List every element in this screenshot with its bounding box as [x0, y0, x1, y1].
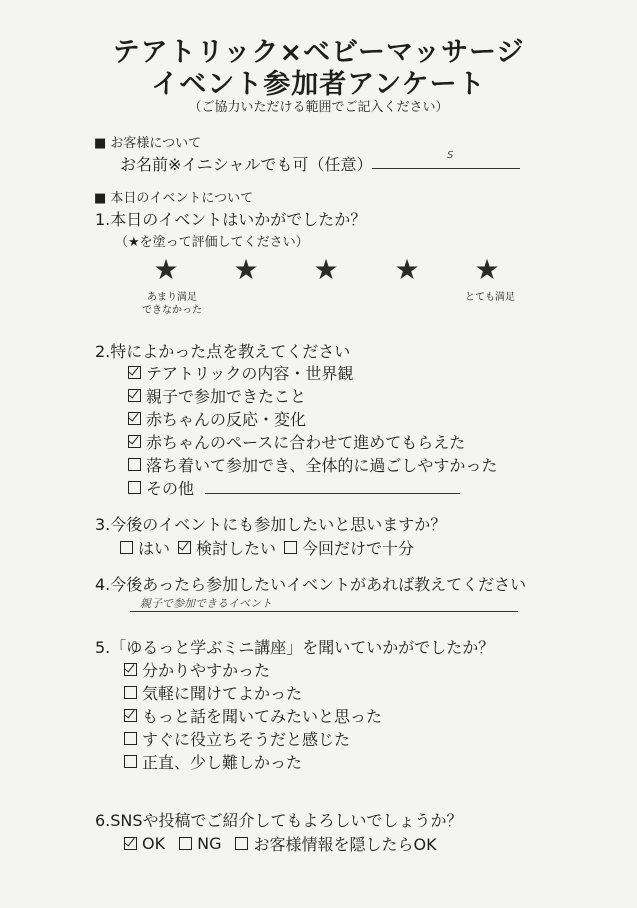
event-heading: ■ 本日のイベントについて	[94, 191, 254, 206]
checkbox[interactable]	[128, 389, 141, 402]
q5-option-3[interactable]	[124, 704, 382, 727]
q2-option-3-label: 赤ちゃんの反応・変化	[146, 410, 307, 429]
checkbox[interactable]	[124, 663, 137, 676]
q5-option-2-label: 気軽に聞けてよかった	[142, 684, 303, 703]
q2-option-4-label: 赤ちゃんのペースに合わせて進めてもらえた	[146, 433, 466, 452]
rating-star-5-icon[interactable]: ★	[474, 253, 500, 286]
q6-options	[124, 832, 445, 855]
q2-option-2[interactable]	[128, 384, 306, 407]
q6-option-2[interactable]	[179, 834, 221, 853]
q2-option-4[interactable]	[128, 430, 465, 453]
checkbox[interactable]	[179, 837, 192, 850]
question-3: 3.今後のイベントにも参加したいと思いますか？	[95, 515, 447, 534]
q3-option-2-label: 検討したい	[196, 539, 277, 558]
q2-option-5[interactable]	[128, 453, 497, 476]
q3-option-1-label: はい	[138, 539, 171, 558]
checkbox[interactable]	[120, 541, 133, 554]
q2-option-1[interactable]	[128, 361, 353, 384]
checkbox[interactable]	[124, 837, 137, 850]
rating-star-4-icon[interactable]: ★	[394, 253, 420, 286]
q5-option-2[interactable]	[124, 681, 302, 704]
title-line-1: テアトリック×ベビーマッサージ	[112, 37, 525, 68]
q3-option-1[interactable]	[120, 536, 170, 559]
q6-option-3-label: お客様情報を隠したらOK	[253, 835, 437, 854]
subtitle: （ご協力いただける範囲でご記入ください）	[188, 100, 449, 115]
q5-option-4[interactable]	[124, 727, 350, 750]
q3-options	[120, 536, 422, 559]
q3-option-2[interactable]	[178, 536, 276, 559]
q5-option-3-label: もっと話を聞いてみたいと思った	[142, 707, 383, 726]
q5-option-5-label: 正直、少し難しかった	[142, 753, 303, 772]
q2-option-1-label: テアトリックの内容・世界観	[146, 364, 354, 383]
q2-option-6-label: その他	[146, 479, 195, 498]
checkbox[interactable]	[178, 541, 191, 554]
q5-option-1-label: 分かりやすかった	[142, 661, 271, 680]
q4-underline	[130, 611, 518, 612]
checkbox[interactable]	[128, 412, 141, 425]
q2-option-3[interactable]	[128, 407, 306, 430]
checkbox[interactable]	[124, 755, 137, 768]
q5-option-1[interactable]	[124, 658, 270, 681]
rating-low-label-line-2: できなかった	[142, 305, 202, 316]
rating-star-2-icon[interactable]: ★	[233, 253, 259, 286]
rating-star-3-icon[interactable]: ★	[313, 253, 339, 286]
question-2: 2.特によかった点を教えてください	[95, 342, 351, 361]
customer-heading: ■ お客様について	[94, 136, 202, 151]
question-4: 4.今後あったら参加したいイベントがあれば教えてください	[95, 575, 527, 594]
q5-option-5[interactable]	[124, 750, 302, 773]
q2-other-underline	[205, 493, 460, 494]
checkbox[interactable]	[284, 541, 297, 554]
checkbox[interactable]	[235, 837, 248, 850]
q6-option-1[interactable]	[124, 834, 165, 853]
q2-option-6[interactable]	[128, 476, 194, 499]
q3-option-3[interactable]	[284, 536, 414, 559]
question-5: 5.「ゆるっと学ぶミニ講座」を聞いていかがでしたか？	[95, 638, 495, 657]
title-line-2: イベント参加者アンケート	[151, 69, 486, 100]
question-6: 6.SNSや投稿でご紹介してもよろしいでしょうか？	[95, 811, 463, 830]
rating-low-label	[140, 291, 204, 317]
checkbox[interactable]	[128, 458, 141, 471]
q6-option-3[interactable]	[235, 832, 436, 855]
checkbox[interactable]	[124, 686, 137, 699]
checkbox[interactable]	[128, 435, 141, 448]
q2-option-5-label: 落ち着いて参加でき、全体的に過ごしやすかった	[146, 456, 498, 475]
q5-option-4-label: すぐに役立ちそうだと感じた	[142, 730, 351, 749]
checkbox[interactable]	[124, 732, 137, 745]
question-1-note: （★を塗って評価してください）	[115, 235, 309, 250]
checkbox[interactable]	[128, 366, 141, 379]
q4-answer[interactable]: 親子で参加できるイベント	[140, 597, 272, 610]
name-label: お名前※イニシャルでも可（任意）	[120, 155, 373, 174]
q2-option-2-label: 親子で参加できたこと	[146, 387, 307, 406]
q6-option-2-label: NG	[197, 834, 222, 853]
checkbox[interactable]	[128, 481, 141, 494]
q6-option-1-label: OK	[142, 834, 166, 853]
checkbox[interactable]	[124, 709, 137, 722]
name-underline	[372, 168, 520, 169]
rating-star-1-icon[interactable]: ★	[153, 253, 179, 286]
name-value[interactable]: S	[447, 150, 454, 161]
rating-high-label: とても満足	[465, 292, 515, 303]
q3-option-3-label: 今回だけで十分	[302, 539, 415, 558]
rating-low-label-line-1: あまり満足	[147, 292, 197, 303]
question-1: 1.本日のイベントはいかがでしたか？	[95, 210, 367, 229]
